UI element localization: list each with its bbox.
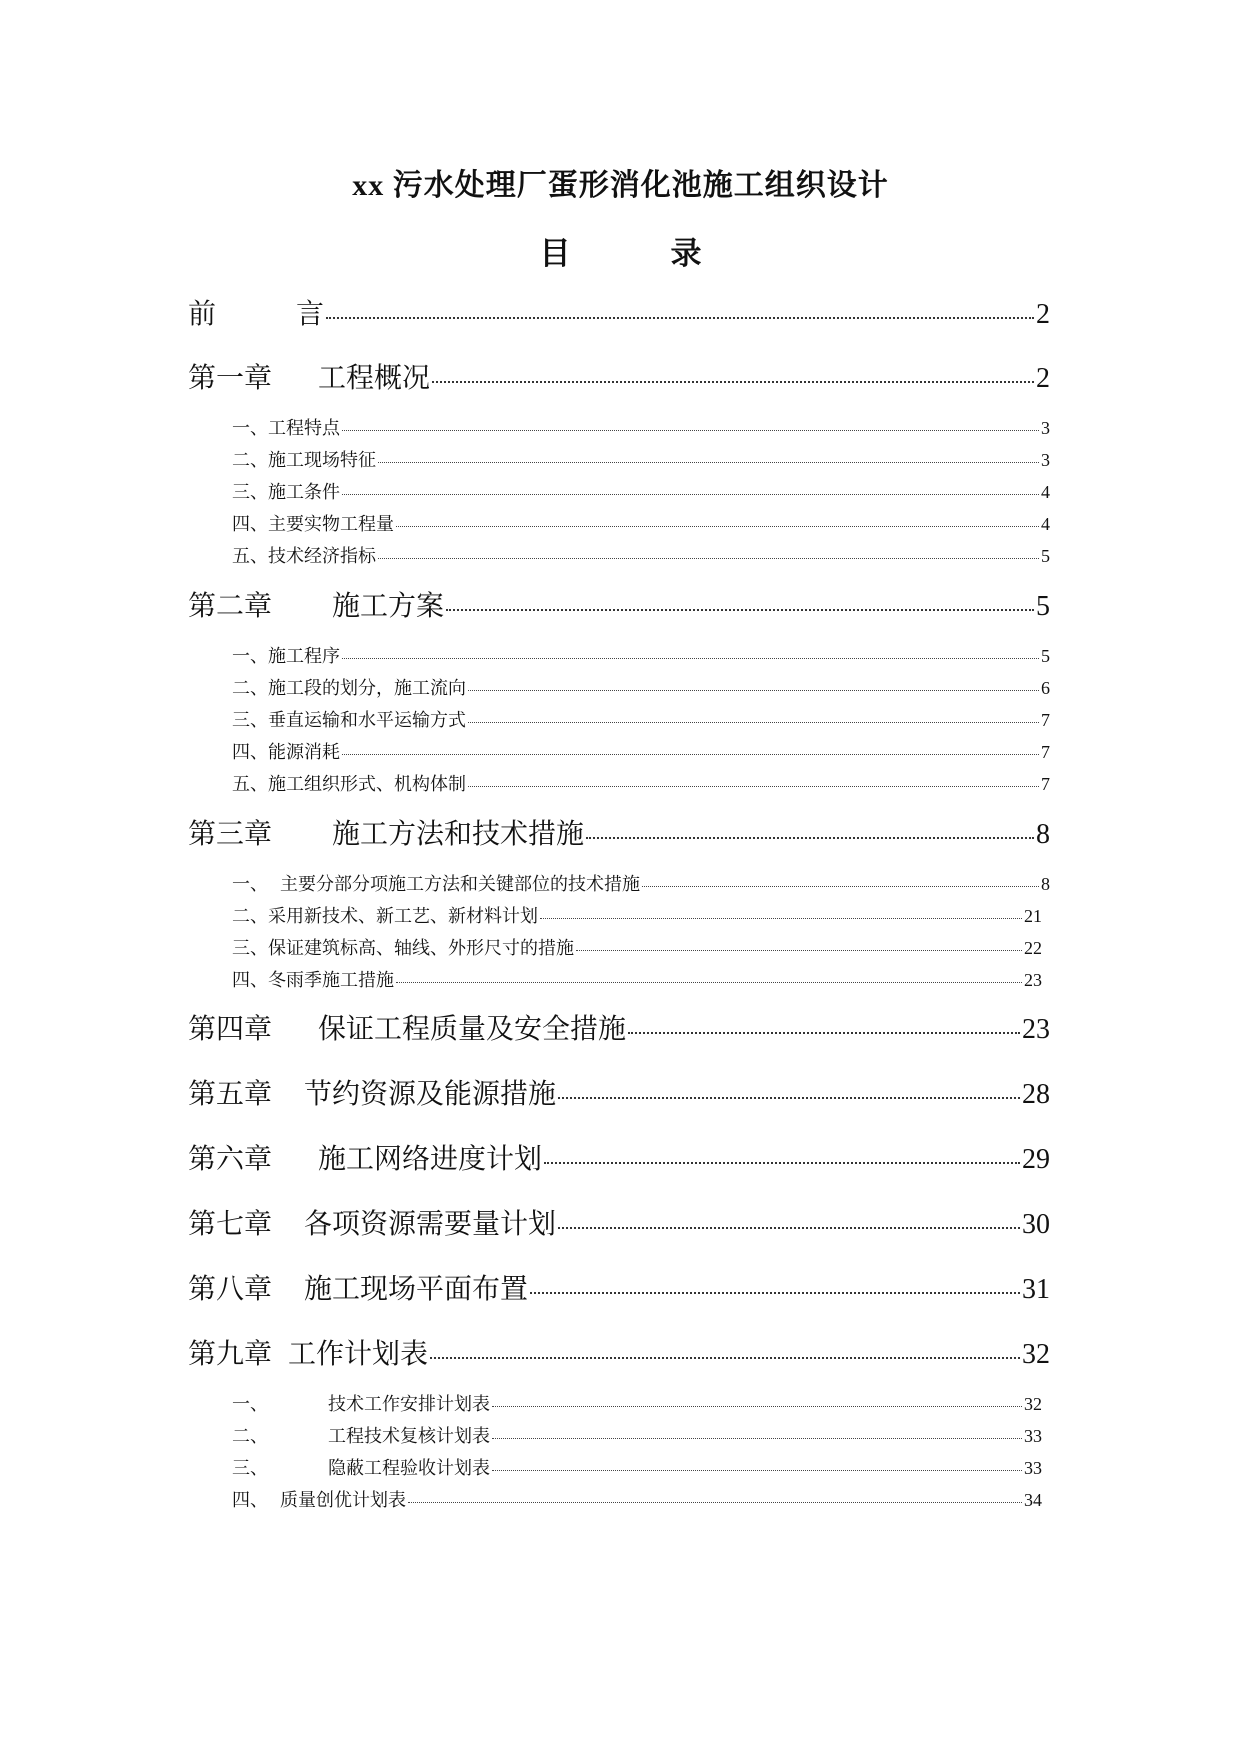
page-number: 4 (1041, 482, 1050, 502)
toc-entry-section[interactable] (232, 1390, 1042, 1416)
chapter-title: 施工方法和技术措施 (332, 819, 585, 850)
section-label: 二、施工现场特征 (232, 450, 376, 470)
page-number: 7 (1041, 710, 1050, 730)
dot-leader (576, 950, 1022, 951)
dot-leader (378, 462, 1039, 463)
dot-leader (492, 1406, 1022, 1407)
chapter-number: 第七章 (188, 1209, 273, 1240)
section-label: 三、垂直运输和水平运输方式 (232, 710, 466, 730)
section-label: 主要分部分项施工方法和关键部位的技术措施 (280, 874, 640, 894)
toc-entry-section[interactable] (232, 706, 1050, 732)
page-number: 4 (1041, 514, 1050, 534)
chapter-title: 工作计划表 (288, 1339, 429, 1370)
page-number: 33 (1024, 1426, 1042, 1446)
section-number: 一、 (232, 1394, 268, 1414)
toc-entry-section[interactable] (232, 542, 1050, 568)
toc-entry-section[interactable] (232, 642, 1050, 668)
page-number: 8 (1036, 819, 1050, 850)
section-label: 隐蔽工程验收计划表 (328, 1458, 490, 1478)
page-number: 2 (1036, 363, 1050, 394)
page-number: 7 (1041, 774, 1050, 794)
toc-entry-section[interactable] (232, 770, 1050, 796)
dot-leader (378, 558, 1039, 559)
dot-leader (558, 1227, 1020, 1229)
dot-leader (492, 1470, 1022, 1471)
section-number: 一、 (232, 874, 268, 894)
chapter-number: 第六章 (188, 1144, 273, 1175)
chapter-title: 施工网络进度计划 (318, 1144, 543, 1175)
page-number: 30 (1022, 1209, 1050, 1240)
section-label: 三、施工条件 (232, 482, 340, 502)
section-label: 五、施工组织形式、机构体制 (232, 774, 466, 794)
toc-entry-section[interactable] (232, 674, 1050, 700)
dot-leader (586, 837, 1034, 839)
toc-entry-chapter-1[interactable] (188, 356, 1050, 396)
section-number: 二、 (232, 1426, 268, 1446)
toc-entry-chapter-3[interactable] (188, 812, 1050, 852)
chapter-number: 第八章 (188, 1274, 273, 1305)
toc-entry-section[interactable] (232, 966, 1042, 992)
toc-heading-left: 目 (539, 236, 571, 271)
section-label: 二、采用新技术、新工艺、新材料计划 (232, 906, 538, 926)
dot-leader (492, 1438, 1022, 1439)
page-number: 32 (1022, 1339, 1050, 1370)
chapter-number: 第四章 (188, 1014, 273, 1045)
dot-leader (396, 982, 1022, 983)
chapter-number: 第一章 (188, 363, 273, 394)
section-label: 四、主要实物工程量 (232, 514, 394, 534)
toc-heading (0, 228, 1241, 273)
page-number: 34 (1024, 1490, 1042, 1510)
dot-leader (468, 690, 1039, 691)
toc-entry-chapter-4[interactable] (188, 1007, 1050, 1047)
toc-entry-section[interactable] (232, 1454, 1042, 1480)
page-number: 29 (1022, 1144, 1050, 1175)
toc-entry-section[interactable] (232, 414, 1050, 440)
dot-leader (468, 722, 1039, 723)
toc-entry-section[interactable] (232, 510, 1050, 536)
page-number: 33 (1024, 1458, 1042, 1478)
chapter-title: 节约资源及能源措施 (304, 1079, 557, 1110)
dot-leader (408, 1502, 1022, 1503)
dot-leader (326, 317, 1034, 319)
toc-entry-chapter-7[interactable] (188, 1202, 1050, 1242)
page-number: 8 (1041, 874, 1050, 894)
dot-leader (432, 381, 1034, 383)
section-number: 三、 (232, 1458, 268, 1478)
dot-leader (430, 1357, 1020, 1359)
toc-heading-right: 录 (670, 236, 702, 271)
toc-entry-chapter-8[interactable] (188, 1267, 1050, 1307)
toc-entry-chapter-2[interactable] (188, 584, 1050, 624)
chapter-number: 第九章 (188, 1339, 273, 1370)
dot-leader (558, 1097, 1020, 1099)
page-number: 2 (1036, 299, 1050, 330)
dot-leader (342, 430, 1039, 431)
toc-entry-section[interactable] (232, 934, 1042, 960)
dot-leader (396, 526, 1039, 527)
toc-entry-section[interactable] (232, 738, 1050, 764)
page-number: 31 (1022, 1274, 1050, 1305)
document-title: xx 污水处理厂蛋形消化池施工组织设计 (352, 169, 889, 202)
page-number: 28 (1022, 1079, 1050, 1110)
dot-leader (342, 754, 1039, 755)
page-number: 6 (1041, 678, 1050, 698)
toc-entry-chapter-9[interactable] (188, 1332, 1050, 1372)
page-number: 32 (1024, 1394, 1042, 1414)
chapter-title: 施工方案 (332, 591, 445, 622)
page-number: 23 (1024, 970, 1042, 990)
section-label: 工程技术复核计划表 (328, 1426, 490, 1446)
toc-entry-chapter-5[interactable] (188, 1072, 1050, 1112)
dot-leader (544, 1162, 1020, 1164)
page-number: 3 (1041, 450, 1050, 470)
page-number: 7 (1041, 742, 1050, 762)
preface-label-b: 言 (296, 299, 325, 330)
toc-entry-section[interactable] (232, 478, 1050, 504)
page-number: 21 (1024, 906, 1042, 926)
page-number: 22 (1024, 938, 1042, 958)
section-label: 技术工作安排计划表 (328, 1394, 490, 1414)
dot-leader (628, 1032, 1020, 1034)
dot-leader (642, 886, 1039, 887)
section-label: 四、能源消耗 (232, 742, 340, 762)
chapter-number: 第五章 (188, 1079, 273, 1110)
page-number: 5 (1036, 591, 1050, 622)
section-label: 三、保证建筑标高、轴线、外形尺寸的措施 (232, 938, 574, 958)
toc-entry-section[interactable] (232, 1486, 1042, 1512)
toc-entry-preface[interactable] (188, 292, 1050, 332)
dot-leader (446, 609, 1034, 611)
section-label: 一、工程特点 (232, 418, 340, 438)
toc-entry-chapter-6[interactable] (188, 1137, 1050, 1177)
dot-leader (342, 494, 1039, 495)
dot-leader (530, 1292, 1020, 1294)
dot-leader (540, 918, 1022, 919)
toc-entry-section[interactable] (232, 446, 1050, 472)
page-number: 3 (1041, 418, 1050, 438)
page-number: 23 (1022, 1014, 1050, 1045)
section-label: 一、施工程序 (232, 646, 340, 666)
chapter-number: 第三章 (188, 819, 273, 850)
section-number: 四、 (232, 1490, 268, 1510)
section-label: 四、冬雨季施工措施 (232, 970, 394, 990)
toc-entry-section[interactable] (232, 1422, 1042, 1448)
chapter-title: 保证工程质量及安全措施 (318, 1014, 627, 1045)
page-number: 5 (1041, 646, 1050, 666)
section-label: 五、技术经济指标 (232, 546, 376, 566)
dot-leader (468, 786, 1039, 787)
toc-entry-section[interactable] (232, 902, 1042, 928)
section-label: 二、施工段的划分，施工流向 (232, 678, 466, 698)
dot-leader (342, 658, 1039, 659)
chapter-number: 第二章 (188, 591, 273, 622)
page-number: 5 (1041, 546, 1050, 566)
chapter-title: 施工现场平面布置 (304, 1274, 529, 1305)
toc-entry-section[interactable] (232, 870, 1050, 896)
section-label: 质量创优计划表 (280, 1490, 406, 1510)
chapter-title: 工程概况 (318, 363, 431, 394)
chapter-title: 各项资源需要量计划 (304, 1209, 557, 1240)
preface-label-a: 前 (188, 299, 217, 330)
